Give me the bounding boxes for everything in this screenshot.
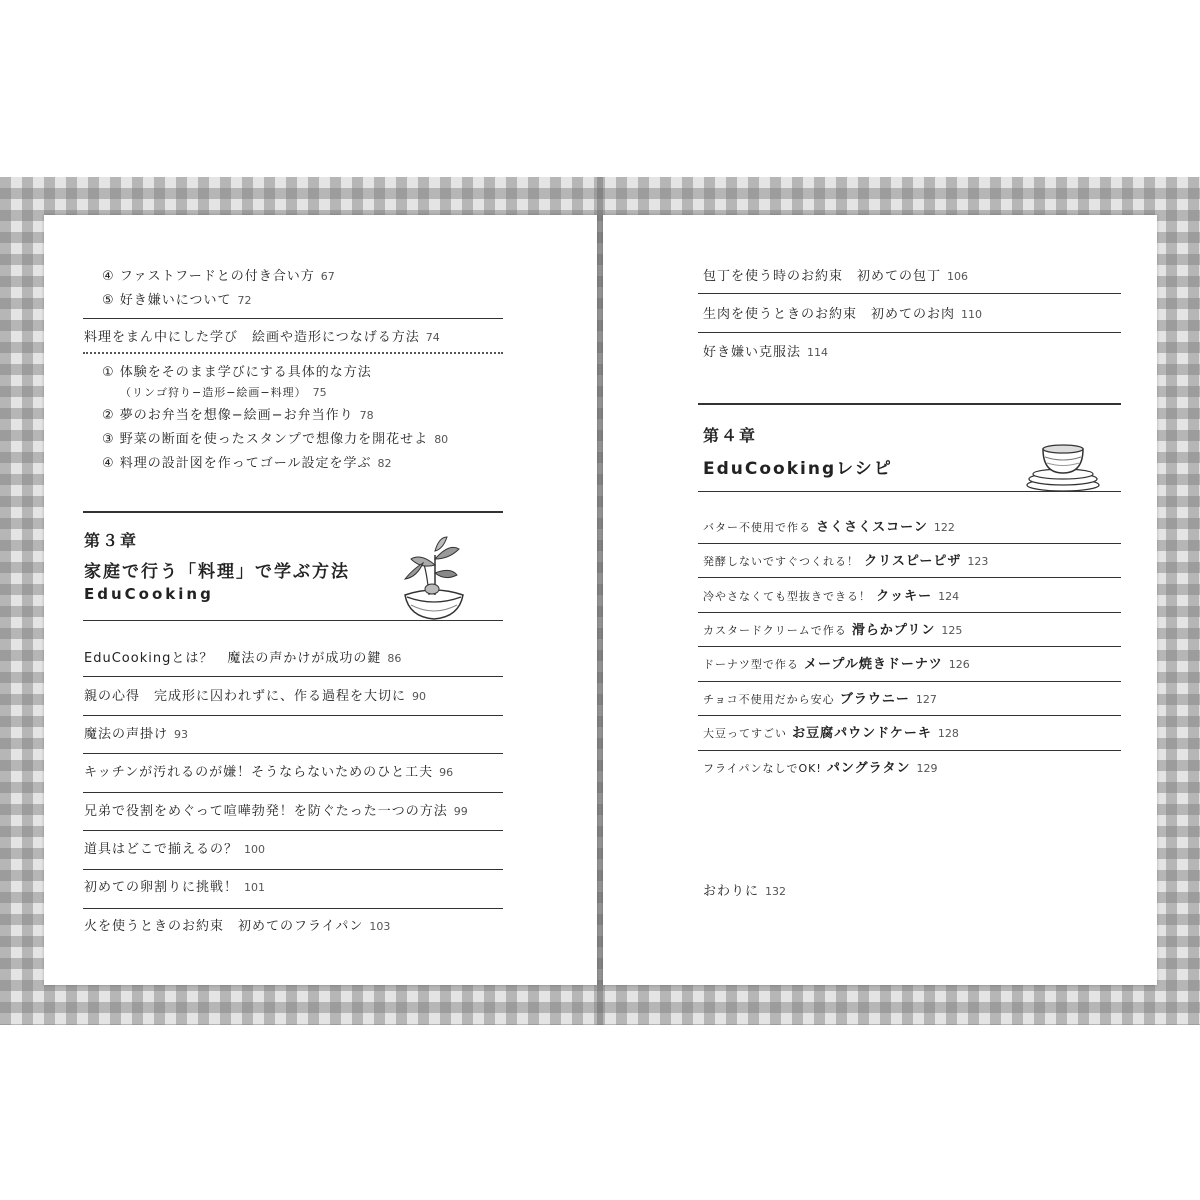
recipe-prefix: フライパンなしでOK! bbox=[703, 762, 822, 775]
toc-label: ④ ファストフードとの付き合い方 bbox=[102, 269, 315, 284]
divider-line bbox=[83, 676, 503, 677]
divider-line bbox=[83, 715, 503, 716]
toc-page-number: 132 bbox=[765, 885, 787, 898]
recipe-name: クリスピーピザ bbox=[864, 554, 962, 569]
toc-page-number: 90 bbox=[412, 690, 427, 703]
toc-entry-continuation bbox=[120, 385, 327, 401]
toc-entry bbox=[84, 765, 453, 781]
divider-line bbox=[698, 750, 1121, 751]
toc-entry bbox=[102, 456, 392, 472]
toc-page-number: 122 bbox=[933, 521, 955, 534]
recipe-entry bbox=[703, 761, 938, 777]
toc-page-number: 99 bbox=[453, 805, 468, 818]
divider-line bbox=[698, 681, 1121, 682]
divider-line bbox=[698, 293, 1121, 294]
toc-label: ② 夢のお弁当を想像−絵画−お弁当作り bbox=[102, 408, 354, 423]
chapter-number: 第４章 bbox=[703, 426, 758, 445]
toc-page-number: 124 bbox=[938, 590, 960, 603]
recipe-prefix: ドーナツ型で作る bbox=[703, 658, 799, 671]
chapter-bottom-rule bbox=[83, 620, 503, 621]
recipe-name: クッキー bbox=[876, 589, 933, 604]
toc-label: 初めての卵割りに挑戦！ bbox=[84, 880, 239, 895]
plant-pot-icon bbox=[399, 533, 469, 623]
closing-entry bbox=[703, 884, 786, 900]
chapter-top-rule bbox=[698, 403, 1121, 405]
divider-line bbox=[698, 543, 1121, 544]
chapter-title: 家庭で行う「料理」で学ぶ方法 bbox=[84, 562, 350, 582]
toc-entry bbox=[84, 842, 265, 858]
recipe-prefix: 発酵しないですぐつくれる！ bbox=[703, 555, 859, 568]
toc-page-number: 82 bbox=[377, 457, 392, 470]
toc-label: ① 体験をそのまま学びにする具体的な方法 bbox=[102, 365, 372, 380]
chapter-bottom-rule bbox=[698, 491, 1121, 492]
recipe-name: お豆腐パウンドケーキ bbox=[792, 726, 932, 741]
toc-page-number: 126 bbox=[948, 658, 970, 671]
divider-line bbox=[698, 715, 1121, 716]
toc-page-number: 100 bbox=[244, 843, 266, 856]
toc-label: 火を使うときのお約束 初めてのフライパン bbox=[84, 919, 364, 934]
recipe-entry bbox=[703, 726, 959, 742]
divider-line bbox=[698, 332, 1121, 333]
recipe-name: ブラウニー bbox=[839, 692, 910, 707]
toc-page-number: 96 bbox=[439, 766, 454, 779]
divider-line bbox=[83, 869, 503, 870]
left-page bbox=[44, 215, 597, 985]
divider-line bbox=[83, 792, 503, 793]
recipe-name: さくさくスコーン bbox=[816, 520, 928, 535]
toc-label: EduCookingとは？ 魔法の声かけが成功の鍵 bbox=[84, 651, 382, 666]
divider-line bbox=[83, 318, 503, 319]
toc-page-number: 72 bbox=[237, 294, 252, 307]
divider-line bbox=[698, 646, 1121, 647]
toc-label: ⑤ 好き嫌いについて bbox=[102, 293, 232, 308]
recipe-name: メープル焼きドーナツ bbox=[804, 657, 943, 672]
toc-page-number: 101 bbox=[244, 881, 266, 894]
toc-page-number: 86 bbox=[387, 652, 402, 665]
toc-entry bbox=[102, 269, 335, 285]
section-heading bbox=[84, 330, 440, 346]
toc-entry bbox=[84, 689, 426, 705]
toc-label: 好き嫌い克服法 bbox=[703, 345, 802, 360]
toc-page-number: 114 bbox=[807, 346, 829, 359]
toc-page-number: 129 bbox=[916, 762, 938, 775]
recipe-prefix: チョコ不使用だから安心 bbox=[703, 693, 835, 706]
dotted-divider bbox=[83, 352, 503, 354]
toc-page-number: 127 bbox=[915, 693, 937, 706]
right-page bbox=[603, 215, 1157, 985]
chapter-title: EduCookingレシピ bbox=[703, 459, 893, 479]
recipe-name: 滑らかプリン bbox=[851, 623, 936, 638]
toc-page-number: 74 bbox=[425, 331, 440, 344]
divider-line bbox=[83, 830, 503, 831]
toc-entry bbox=[84, 919, 390, 935]
recipe-entry bbox=[703, 623, 962, 639]
toc-page-number: 78 bbox=[359, 409, 374, 422]
toc-page-number: 103 bbox=[369, 920, 391, 933]
recipe-entry bbox=[703, 554, 988, 570]
toc-entry bbox=[84, 880, 265, 896]
toc-page-number: 128 bbox=[937, 727, 959, 740]
toc-label: 包丁を使う時のお約束 初めての包丁 bbox=[703, 269, 942, 284]
chapter-subtitle: EduCooking bbox=[84, 585, 214, 603]
toc-label: ③ 野菜の断面を使ったスタンプで想像力を開花せよ bbox=[102, 432, 429, 447]
toc-entry bbox=[703, 345, 828, 361]
toc-label: （リンゴ狩り−造形−絵画−料理） bbox=[120, 386, 307, 399]
recipe-entry bbox=[703, 657, 970, 673]
toc-label: 親の心得 完成形に囚われずに、作る過程を大切に bbox=[84, 689, 407, 704]
toc-label: 兄弟で役割をめぐって喧嘩勃発！を防ぐたった一つの方法 bbox=[84, 804, 448, 819]
toc-page-number: 67 bbox=[320, 270, 335, 283]
divider-line bbox=[83, 753, 503, 754]
chapter-top-rule bbox=[83, 511, 503, 513]
divider-line bbox=[83, 908, 503, 909]
toc-entry bbox=[703, 307, 982, 323]
toc-label: 魔法の声掛け bbox=[84, 727, 169, 742]
toc-entry bbox=[102, 293, 252, 309]
toc-entry bbox=[84, 804, 468, 820]
chapter-number: 第３章 bbox=[84, 531, 139, 550]
divider-line bbox=[698, 612, 1121, 613]
toc-page-number: 125 bbox=[941, 624, 963, 637]
toc-entry bbox=[102, 432, 448, 448]
toc-label: 料理をまん中にした学び 絵画や造形につなげる方法 bbox=[84, 330, 420, 345]
recipe-entry bbox=[703, 589, 959, 605]
toc-label: キッチンが汚れるのが嫌！そうならないためのひと工夫 bbox=[84, 765, 434, 780]
toc-label: ④ 料理の設計図を作ってゴール設定を学ぶ bbox=[102, 456, 372, 471]
recipe-name: パングラタン bbox=[826, 761, 911, 776]
toc-entry bbox=[102, 365, 372, 381]
toc-entry bbox=[84, 651, 401, 667]
toc-page-number: 123 bbox=[967, 555, 989, 568]
toc-page-number: 75 bbox=[312, 386, 327, 399]
recipe-entry bbox=[703, 520, 955, 536]
toc-page-number: 106 bbox=[947, 270, 969, 283]
toc-entry bbox=[84, 727, 188, 743]
toc-page-number: 93 bbox=[174, 728, 189, 741]
recipe-prefix: 冷やさなくても型抜きできる！ bbox=[703, 590, 871, 603]
bowl-plates-icon bbox=[1025, 441, 1101, 493]
toc-label: おわりに bbox=[703, 884, 760, 899]
recipe-prefix: バター不使用で作る bbox=[703, 521, 811, 534]
recipe-prefix: 大豆ってすごい bbox=[703, 727, 787, 740]
toc-page-number: 110 bbox=[961, 308, 983, 321]
toc-entry bbox=[102, 408, 374, 424]
toc-label: 生肉を使うときのお約束 初めてのお肉 bbox=[703, 307, 956, 322]
recipe-prefix: カスタードクリームで作る bbox=[703, 624, 847, 637]
toc-entry bbox=[703, 269, 968, 285]
toc-label: 道具はどこで揃えるの？ bbox=[84, 842, 239, 857]
recipe-entry bbox=[703, 692, 937, 708]
divider-line bbox=[698, 577, 1121, 578]
toc-page-number: 80 bbox=[434, 433, 449, 446]
